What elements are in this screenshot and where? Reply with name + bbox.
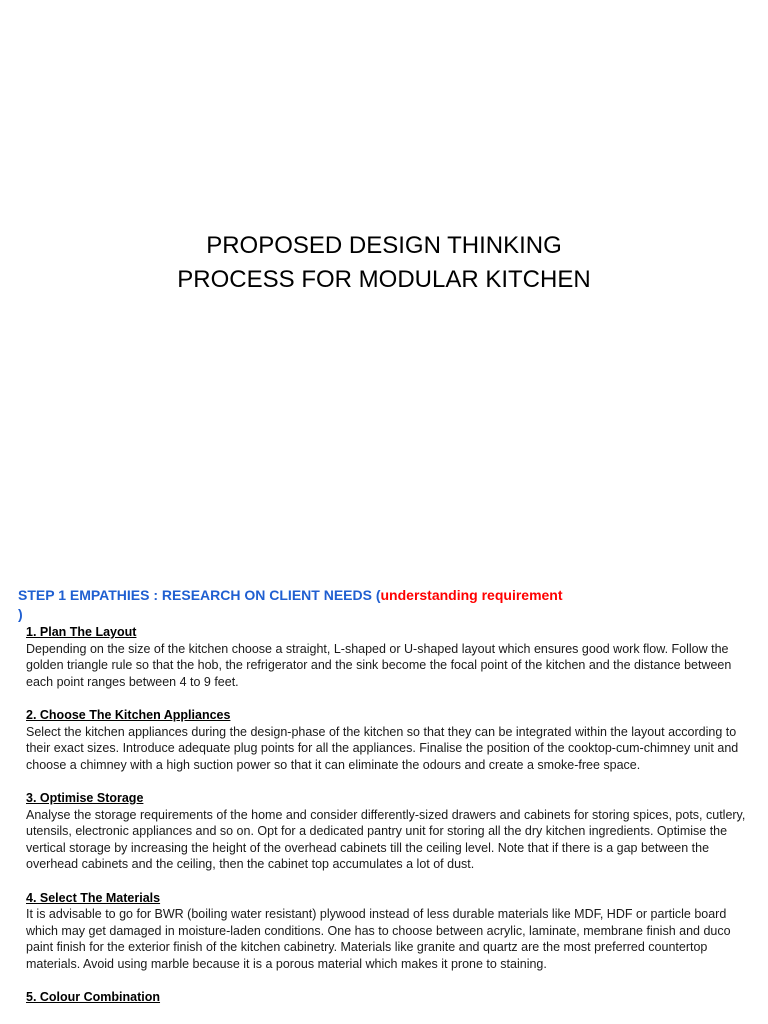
page-title-line-2: PROCESS FOR MODULAR KITCHEN: [177, 266, 591, 293]
section-heading: 2. Choose The Kitchen Appliances: [26, 708, 231, 722]
section-heading: 5. Colour Combination: [26, 990, 161, 1004]
step-1-sections: [26, 624, 746, 1023]
step-1-heading: [18, 586, 758, 624]
section-select-materials: [26, 890, 746, 973]
page-title-line-1: PROPOSED DESIGN THINKING: [206, 232, 562, 259]
section-optimise-storage: [26, 790, 746, 873]
section-kitchen-appliances: [26, 707, 746, 773]
page-title: [0, 229, 768, 297]
section-heading: 3. Optimise Storage: [26, 791, 144, 805]
step-1-heading-highlight: understanding requirement: [380, 587, 563, 603]
section-body: Analyse the storage requirements of the home and consider differently-sized drawers and cabinets for storing spices, pots, cutlery, utensils, electronic appliances and so on. Opt for a dedicated pantry unit for storing all the dry kitchen ingredients. Optimise the vertical storage by increasing the height of the overhead cabinets till the ceiling level. Note that if there is a gap between the overhead cabinets and the ceiling, then the cabinet top accumulates a lot of dust.: [26, 807, 746, 871]
step-1-heading-main: STEP 1 EMPATHIES : RESEARCH ON CLIENT NEEDS (: [18, 587, 381, 603]
section-colour-combination: [26, 989, 746, 1006]
section-heading: 1. Plan The Layout: [26, 625, 137, 639]
section-body: Select the kitchen appliances during the design-phase of the kitchen so that they can be integrated within the layout according to their exact sizes. Introduce adequate plug points for all the appliances. Finalise the position of the cooktop-cum-chimney unit and choose a chimney with a high suction power so that it can eliminate the odours and create a smoke-free space.: [26, 724, 739, 772]
step-1-heading-close: ): [18, 606, 23, 622]
section-body: Depending on the size of the kitchen choose a straight, L-shaped or U-shaped layout which ensures good work flow. Follow the golden triangle rule so that the hob, the refrigerator and the sink become the focal point of the kitchen and the distance between each point ranges between 4 to 9 feet.: [26, 641, 732, 689]
section-body: It is advisable to go for BWR (boiling water resistant) plywood instead of less durable materials like MDF, HDF or particle board which may get damaged in moisture-laden conditions. One has to choose between acrylic, laminate, membrane finish and duco paint finish for the exterior finish of the kitchen cabinetry. Materials like granite and quartz are the most preferred countertop materials. Avoid using marble because it is a porous material which makes it prone to staining.: [26, 907, 731, 971]
section-plan-layout: [26, 624, 746, 690]
section-heading: 4. Select The Materials: [26, 890, 161, 905]
